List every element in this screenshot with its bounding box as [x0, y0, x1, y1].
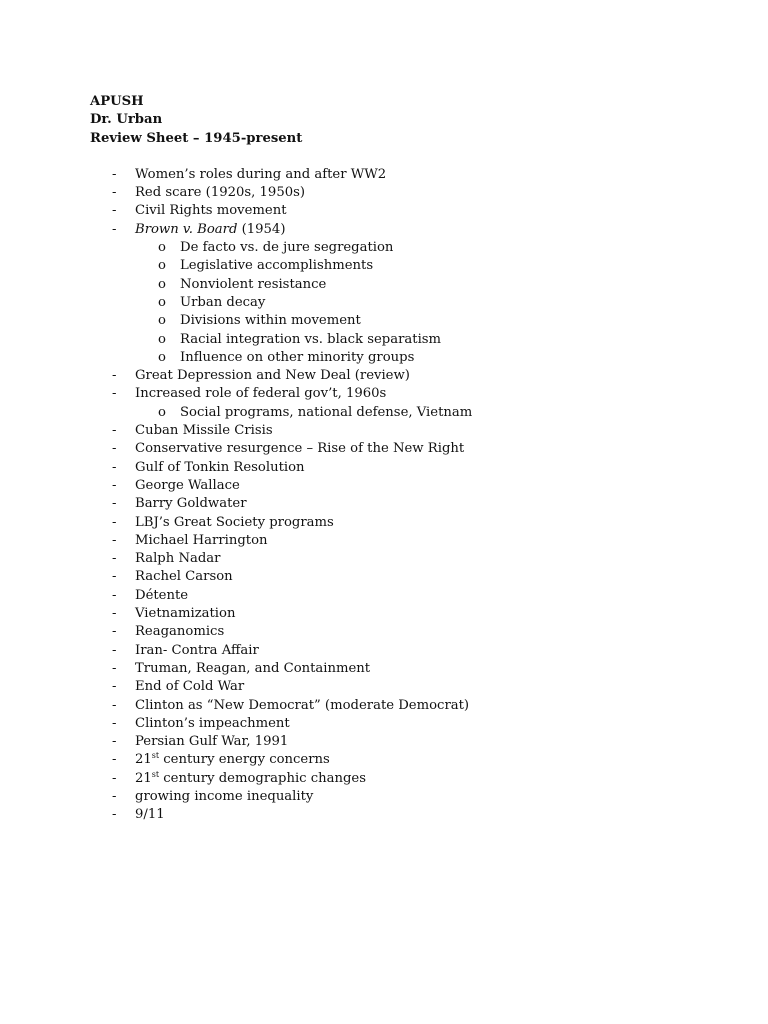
- dash-bullet: -: [112, 203, 117, 219]
- list-item-text: [135, 697, 469, 715]
- list-item-label: 9/11: [135, 807, 165, 823]
- list-item-label: Truman, Reagan, and Containment: [135, 660, 371, 676]
- dash-bullet: -: [112, 679, 117, 695]
- list-item: [90, 477, 730, 495]
- dash-bullet: -: [112, 221, 117, 237]
- list-item-text: [135, 422, 273, 440]
- list-item: [90, 733, 730, 751]
- dash-bullet: -: [112, 514, 117, 530]
- list-item-text: [135, 514, 334, 532]
- list-item: [90, 166, 730, 184]
- list-item-label: LBJ’s Great Society programs: [135, 514, 334, 530]
- list-item-text: [135, 550, 220, 568]
- sub-list-item: [90, 331, 730, 349]
- list-item-text: [135, 733, 288, 751]
- ordinal-suffix: st: [151, 751, 160, 761]
- circle-bullet: o: [158, 294, 166, 310]
- list-item-text: [135, 495, 247, 513]
- teacher-name: Dr. Urban: [90, 112, 163, 128]
- dash-bullet: -: [112, 770, 117, 786]
- list-item-label: Red scare (1920s, 1950s): [135, 185, 306, 201]
- list-item-text: [135, 367, 410, 385]
- list-item: [90, 202, 730, 220]
- circle-bullet: o: [158, 331, 166, 347]
- sub-list-item: [90, 294, 730, 312]
- sub-list-item-text: De facto vs. de jure segregation: [180, 240, 394, 256]
- dash-bullet: -: [112, 423, 117, 439]
- list-item-text: [135, 715, 290, 733]
- ordinal-number: 21: [135, 770, 152, 786]
- sub-list-item-text: Influence on other minority groups: [180, 349, 415, 365]
- circle-bullet: o: [158, 258, 166, 274]
- sub-list-item: [90, 349, 730, 367]
- list-item-label: Great Depression and New Deal (review): [135, 368, 410, 384]
- dash-bullet: -: [112, 587, 117, 603]
- dash-bullet: -: [112, 697, 117, 713]
- list-item-label: century energy concerns: [159, 752, 330, 768]
- list-item: [90, 642, 730, 660]
- list-item-text: [135, 642, 259, 660]
- list-item: [90, 440, 730, 458]
- list-item: [90, 715, 730, 733]
- list-item-label: End of Cold War: [135, 679, 245, 695]
- list-item-label: Clinton as “New Democrat” (moderate Democrat): [135, 697, 470, 713]
- dash-bullet: -: [112, 624, 117, 640]
- dash-bullet: -: [112, 642, 117, 658]
- sub-list-item: [90, 404, 730, 422]
- list-item: [90, 587, 730, 605]
- list-item: [90, 385, 730, 403]
- list-item-text: [135, 788, 313, 806]
- list-item-text: [135, 623, 224, 641]
- circle-bullet: o: [158, 276, 166, 292]
- list-item-text: [135, 440, 464, 458]
- dash-bullet: -: [112, 734, 117, 750]
- sub-list-item: [90, 239, 730, 257]
- list-item-label: (1954): [237, 221, 286, 237]
- list-item-label: Détente: [135, 587, 189, 603]
- list-item: [90, 459, 730, 477]
- list-item: [90, 422, 730, 440]
- list-item-label: Conservative resurgence – Rise of the New Right: [135, 441, 465, 457]
- list-item-label: Ralph Nadar: [135, 551, 221, 567]
- list-item: [90, 788, 730, 806]
- list-item: [90, 806, 730, 824]
- list-item-label: George Wallace: [135, 477, 240, 493]
- list-item-label: growing income inequality: [135, 788, 314, 804]
- list-item: [90, 550, 730, 568]
- list-item-label: Rachel Carson: [135, 569, 233, 585]
- list-item-label: Iran- Contra Affair: [135, 642, 259, 658]
- sub-list-item-text: Legislative accomplishments: [180, 258, 374, 274]
- list-item-text: [135, 806, 165, 824]
- sub-list-item: [90, 276, 730, 294]
- dash-bullet: -: [112, 441, 117, 457]
- document-page: [90, 93, 730, 825]
- list-item-text: [135, 660, 370, 678]
- list-item-label: Persian Gulf War, 1991: [135, 734, 289, 750]
- list-item-label: Cuban Missile Crisis: [135, 423, 273, 439]
- list-item-text: [135, 605, 235, 623]
- list-item-text: [135, 459, 305, 477]
- dash-bullet: -: [112, 386, 117, 402]
- list-item-text: [135, 221, 285, 239]
- dash-bullet: -: [112, 752, 117, 768]
- list-item-label: Reaganomics: [135, 624, 225, 640]
- list-item: [90, 697, 730, 715]
- list-item: [90, 514, 730, 532]
- ordinal-number: 21: [135, 752, 152, 768]
- dash-bullet: -: [112, 166, 117, 182]
- list-item-label: Increased role of federal gov’t, 1960s: [135, 386, 387, 402]
- list-item-text: [135, 385, 386, 403]
- circle-bullet: o: [158, 349, 166, 365]
- list-item-label: Clinton’s impeachment: [135, 715, 290, 731]
- list-item: [90, 660, 730, 678]
- list-item-text: [135, 568, 233, 586]
- sheet-title: Review Sheet – 1945-present: [90, 130, 303, 146]
- list-item-label: Women’s roles during and after WW2: [135, 166, 387, 182]
- circle-bullet: o: [158, 313, 166, 329]
- list-item-italic-text: Brown v. Board: [135, 221, 238, 237]
- list-item-label: Barry Goldwater: [135, 496, 247, 512]
- dash-bullet: -: [112, 551, 117, 567]
- list-item: [90, 221, 730, 239]
- review-topic-list: [90, 166, 730, 825]
- dash-bullet: -: [112, 496, 117, 512]
- sub-list-item-text: Urban decay: [180, 294, 266, 310]
- dash-bullet: -: [112, 606, 117, 622]
- list-item: [90, 568, 730, 586]
- list-item-text: [135, 587, 188, 605]
- list-item: [90, 770, 730, 788]
- list-item-text: [135, 532, 268, 550]
- list-item: [90, 623, 730, 641]
- list-item-text: [135, 751, 330, 769]
- ordinal-suffix: st: [151, 769, 160, 779]
- dash-bullet: -: [112, 185, 117, 201]
- spacer: [90, 148, 730, 166]
- list-item: [90, 495, 730, 513]
- list-item: [90, 367, 730, 385]
- list-item-text: [135, 678, 244, 696]
- list-item-label: Civil Rights movement: [135, 203, 287, 219]
- dash-bullet: -: [112, 477, 117, 493]
- dash-bullet: -: [112, 660, 117, 676]
- sub-list-item-text: Divisions within movement: [180, 313, 361, 329]
- dash-bullet: -: [112, 459, 117, 475]
- list-item-label: Vietnamization: [135, 606, 236, 622]
- list-item-text: [135, 166, 386, 184]
- course-title: APUSH: [90, 94, 144, 109]
- list-item: [90, 532, 730, 550]
- list-item-text: [135, 477, 240, 495]
- sub-list-item-text: Racial integration vs. black separatism: [180, 331, 442, 347]
- circle-bullet: o: [158, 404, 166, 420]
- list-item-text: [135, 770, 366, 788]
- sub-list-item: [90, 312, 730, 330]
- list-item-label: Gulf of Tonkin Resolution: [135, 459, 305, 475]
- dash-bullet: -: [112, 788, 117, 804]
- dash-bullet: -: [112, 569, 117, 585]
- dash-bullet: -: [112, 715, 117, 731]
- list-item-label: century demographic changes: [159, 770, 367, 786]
- dash-bullet: -: [112, 807, 117, 823]
- circle-bullet: o: [158, 240, 166, 256]
- sub-list-item-text: Nonviolent resistance: [180, 276, 327, 292]
- list-item: [90, 678, 730, 696]
- list-item: [90, 751, 730, 769]
- list-item: [90, 605, 730, 623]
- list-item-text: [135, 184, 305, 202]
- dash-bullet: -: [112, 368, 117, 384]
- list-item: [90, 184, 730, 202]
- sub-list-item-text: Social programs, national defense, Vietnam: [180, 404, 473, 420]
- dash-bullet: -: [112, 532, 117, 548]
- list-item-label: Michael Harrington: [135, 532, 268, 548]
- list-item-text: [135, 202, 287, 220]
- sub-list-item: [90, 257, 730, 275]
